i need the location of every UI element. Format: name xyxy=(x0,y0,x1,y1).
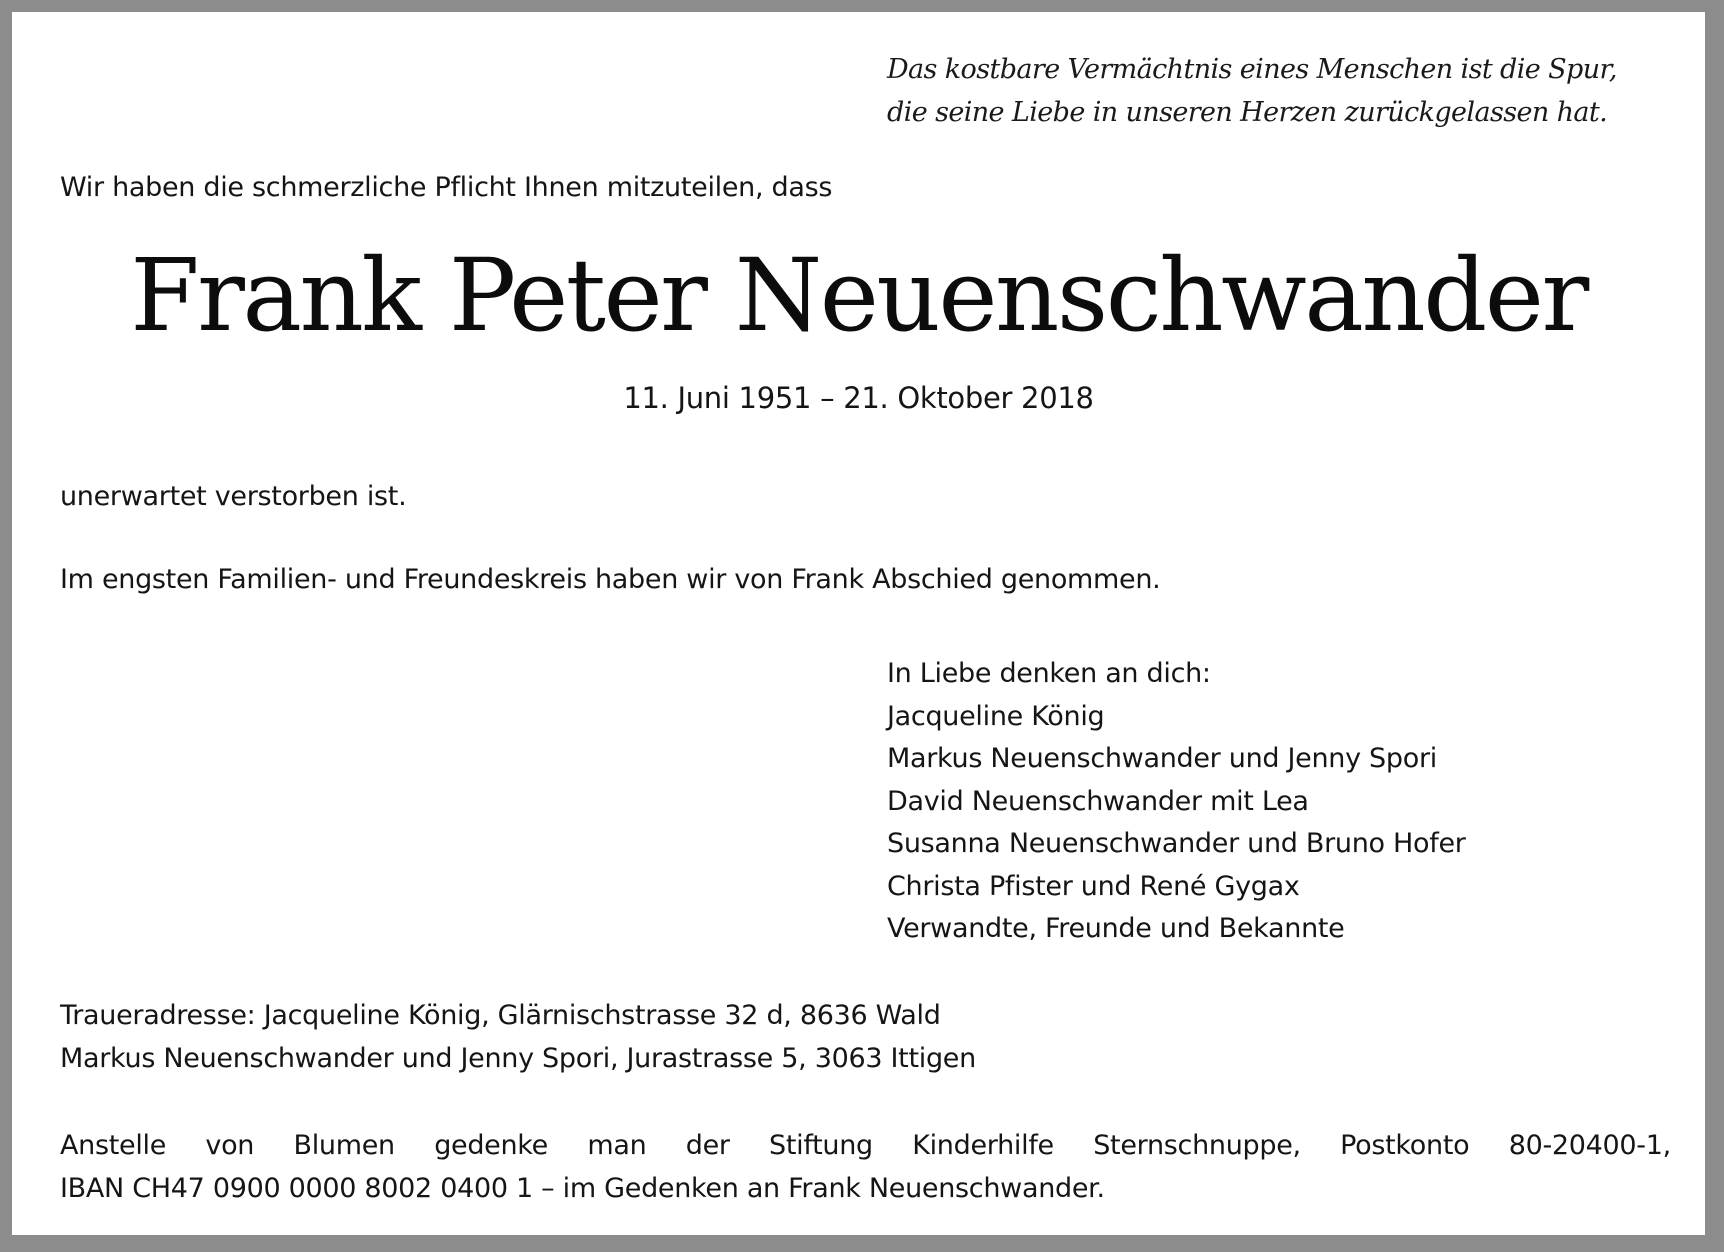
donation-word: man xyxy=(587,1130,647,1161)
mourners-heading: In Liebe denken an dich: xyxy=(887,658,1211,689)
life-dates: 11. Juni 1951 – 21. Oktober 2018 xyxy=(623,381,1094,415)
donation-line-1 xyxy=(60,1124,1671,1167)
donation-word: Kinderhilfe xyxy=(912,1130,1054,1161)
donation-word: Sternschnuppe, xyxy=(1093,1130,1301,1161)
mourner-name: Markus Neuenschwander und Jenny Spori xyxy=(887,743,1437,774)
address-line-1: Traueradresse: Jacqueline König, Glärnischstrasse 32 d, 8636 Wald xyxy=(60,1000,941,1031)
donation-note xyxy=(60,1124,1671,1210)
quote-line-1: Das kostbare Vermächtnis eines Menschen ist die Spur, xyxy=(887,54,1617,85)
donation-word: gedenke xyxy=(434,1130,548,1161)
mourner-name: David Neuenschwander mit Lea xyxy=(887,785,1309,817)
mourning-address xyxy=(60,994,976,1080)
deceased-name: Frank Peter Neuenschwander xyxy=(130,237,1587,354)
farewell-text: Im engsten Familien- und Freundeskreis haben wir von Frank Abschied genommen. xyxy=(60,564,1161,595)
intro-text: Wir haben die schmerzliche Pflicht Ihnen mitzuteilen, dass xyxy=(60,172,833,203)
address-line-2: Markus Neuenschwander und Jenny Spori, Jurastrasse 5, 3063 Ittigen xyxy=(60,1043,976,1074)
donation-word: der xyxy=(685,1130,730,1161)
quote-line-2: die seine Liebe in unseren Herzen zurückgelassen hat. xyxy=(887,97,1608,128)
donation-word: Blumen xyxy=(293,1130,395,1161)
obituary-card xyxy=(12,12,1705,1235)
donation-word: Anstelle xyxy=(60,1130,167,1161)
mourners-list xyxy=(887,653,1466,951)
mourner-name: Verwandte, Freunde und Bekannte xyxy=(887,913,1345,944)
donation-line-2: IBAN CH47 0900 0000 8002 0400 1 – im Gedenken an Frank Neuenschwander. xyxy=(60,1173,1105,1204)
passed-text: unerwartet verstorben ist. xyxy=(60,481,407,512)
mourner-name: Jacqueline König xyxy=(887,700,1105,732)
memorial-quote xyxy=(887,48,1617,134)
donation-word: 80-20400-1, xyxy=(1508,1130,1671,1161)
mourner-name: Susanna Neuenschwander und Bruno Hofer xyxy=(887,828,1466,859)
donation-word: Postkonto xyxy=(1340,1130,1470,1161)
donation-word: von xyxy=(205,1130,255,1161)
mourner-name: Christa Pfister und René Gygax xyxy=(887,870,1300,902)
donation-word: Stiftung xyxy=(769,1130,873,1161)
